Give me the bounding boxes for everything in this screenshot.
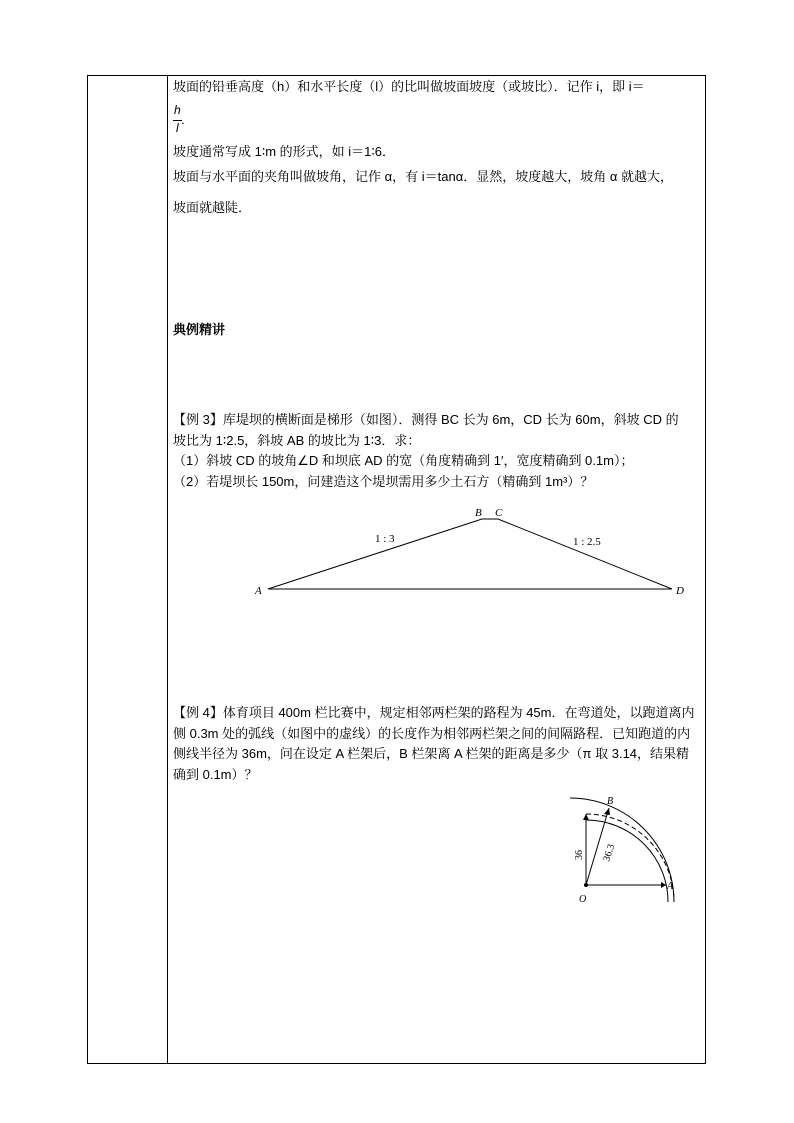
slope-right-label: 1 : 2.5 xyxy=(573,536,601,548)
definition-line-3: 坡面与水平面的夹角叫做坡角，记作 α，有 i＝tanα．显然，坡度越大，坡角 α 就越大， xyxy=(173,169,673,184)
label-O: O xyxy=(579,894,587,905)
label-C: C xyxy=(495,507,503,519)
inner-arc xyxy=(586,820,668,902)
fraction-numerator: h xyxy=(174,103,181,117)
section-heading: 典例精讲 xyxy=(173,322,226,337)
definition-line-4: 坡面就越陡． xyxy=(173,200,252,215)
label-D: D xyxy=(676,585,684,597)
fraction-period: . xyxy=(181,112,185,127)
label-B2: B xyxy=(607,796,614,807)
dashed-arc xyxy=(586,814,674,902)
column-divider xyxy=(167,75,168,1064)
radius-dashed-label: 36.3 xyxy=(601,842,618,863)
label-A2: A xyxy=(667,881,674,892)
radius-inner-label: 36 xyxy=(574,850,585,860)
definition-line-1: 坡面的铅垂高度（h）和水平长度（l）的比叫做坡面坡度（或坡比）．记作 i，即 i＝ xyxy=(173,79,645,94)
center-point xyxy=(584,883,588,887)
example3-line-3: （1）斜坡 CD 的坡角∠D 和坝底 AD 的宽（角度精确到 1′，宽度精确到 0.1m）； xyxy=(173,453,634,468)
arrow-B xyxy=(604,808,610,815)
dam-slopes xyxy=(268,519,672,589)
trapezoid-figure xyxy=(240,500,700,605)
example4-text: 【例 4】体育项目 400m 栏比赛中，规定相邻两栏架的路程为 45m．在弯道处，以跑道离内侧 0.3m 处的弧线（如图中的虚线）的长度作为相邻两栏架之间的间隔路程．已知跑道的内侧线半径为 36m，问在设定 A 栏架后，B 栏架离 A 栏架的距离是多少（π 取 3.14，结果精确到 0.1m）？ xyxy=(173,705,695,782)
slope-left-label: 1 : 3 xyxy=(375,533,395,545)
track-figure xyxy=(560,790,690,915)
example3-line-1: 【例 3】库堤坝的横断面是梯形（如图）．测得 BC 长为 6m，CD 长为 60m，斜坡 CD 的 xyxy=(173,412,679,427)
fraction-denominator: l xyxy=(176,121,179,135)
example3-line-2: 坡比为 1∶2.5，斜坡 AB 的坡比为 1∶3．求： xyxy=(173,433,421,448)
arrow-up xyxy=(583,814,589,820)
label-A: A xyxy=(255,585,262,597)
definition-line-2: 坡度通常写成 1∶m 的形式，如 i＝1∶6． xyxy=(173,144,396,159)
label-B: B xyxy=(475,507,482,519)
example3-line-4: （2）若堤坝长 150m，问建造这个堤坝需用多少土石方（精确到 1m³）？ xyxy=(173,474,594,489)
